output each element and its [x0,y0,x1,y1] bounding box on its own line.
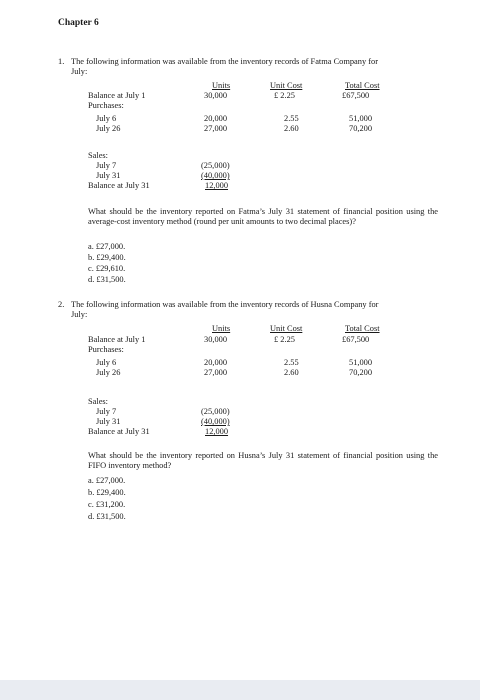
q2-balance-units: 30,000 [204,335,228,344]
q1-sale-units: (25,000) [201,161,230,170]
q1-option-b[interactable]: b. £29,400. [88,253,126,262]
q2-purchase-label: July 6 [96,358,117,367]
q2-sales-label: Sales: [88,397,109,406]
q1-intro-line2: July: [71,67,88,76]
q2-header-total-cost: Total Cost [345,324,380,333]
q1-purchases-label: Purchases: [88,101,124,110]
q2-option-c[interactable]: c. £31,200. [88,500,126,509]
q1-ending-label: Balance at July 31 [88,181,150,190]
q1-ending-units: 12,000 [205,181,229,190]
q2-purchase-units: 20,000 [204,358,228,367]
q1-intro-line1: The following information was available from the inventory records of Fatma Company for [71,57,379,66]
q2-sale-label: July 31 [96,417,121,426]
q2-intro-line1: The following information was available from the inventory records of Husna Company for [71,300,379,309]
q1-purchase-total-cost: 51,000 [349,114,373,123]
q2-sale-label: July 7 [96,407,117,416]
q1-option-a[interactable]: a. £27,000. [88,242,126,251]
q2-balance-label: Balance at July 1 [88,335,146,344]
q1-balance-unit-cost: £ 2.25 [274,91,295,100]
q1-header-unit-cost: Unit Cost [270,81,303,90]
q2-balance-total-cost: £67,500 [342,335,370,344]
q1-header-total-cost: Total Cost [345,81,380,90]
q1-purchase-total-cost: 70,200 [349,124,373,133]
q2-purchase-total-cost: 51,000 [349,358,373,367]
q2-purchase-unit-cost: 2.60 [284,368,299,377]
q1-purchase-unit-cost: 2.60 [284,124,299,133]
q2-purchase-units: 27,000 [204,368,228,377]
q1-sales-label: Sales: [88,151,109,160]
q2-number: 2. [58,300,65,309]
chapter-title: Chapter 6 [58,18,99,28]
q2-purchase-total-cost: 70,200 [349,368,373,377]
q2-ending-units: 12,000 [205,427,229,436]
q2-balance-unit-cost: £ 2.25 [274,335,295,344]
q1-header-units: Units [212,81,231,90]
q2-ending-label: Balance at July 31 [88,427,150,436]
q2-purchase-label: July 26 [96,368,121,377]
q1-sale-label: July 7 [96,161,117,170]
q1-balance-total-cost: £67,500 [342,91,370,100]
q2-option-d[interactable]: d. £31,500. [88,512,126,521]
q1-sale-units: (40,000) [201,171,230,180]
q1-purchase-label: July 26 [96,124,121,133]
q2-header-unit-cost: Unit Cost [270,324,303,333]
q1-purchase-label: July 6 [96,114,117,123]
q2-header-units: Units [212,324,231,333]
q1-sale-label: July 31 [96,171,121,180]
q2-purchases-label: Purchases: [88,345,124,354]
q2-question-text: What should be the inventory reported on Husna’s July 31 statement of financial position using the FIFO inventory method? [88,451,438,470]
q2-intro-line2: July: [71,310,88,319]
q1-option-d[interactable]: d. £31,500. [88,275,126,284]
q1-purchase-units: 27,000 [204,124,228,133]
q1-purchase-units: 20,000 [204,114,228,123]
q1-question-text: What should be the inventory reported on Fatma’s July 31 statement of financial position using the average-cost inventory method (round per unit amounts to two decimal places)? [88,207,438,226]
q2-sale-units: (25,000) [201,407,230,416]
q1-option-c[interactable]: c. £29,610. [88,264,126,273]
q1-balance-units: 30,000 [204,91,228,100]
q1-balance-label: Balance at July 1 [88,91,146,100]
q2-purchase-unit-cost: 2.55 [284,358,299,367]
q1-purchase-unit-cost: 2.55 [284,114,299,123]
bottom-scroll-area [0,680,480,700]
q2-option-a[interactable]: a. £27,000. [88,476,126,485]
q2-option-b[interactable]: b. £29,400. [88,488,126,497]
q2-sale-units: (40,000) [201,417,230,426]
q1-number: 1. [58,57,65,66]
